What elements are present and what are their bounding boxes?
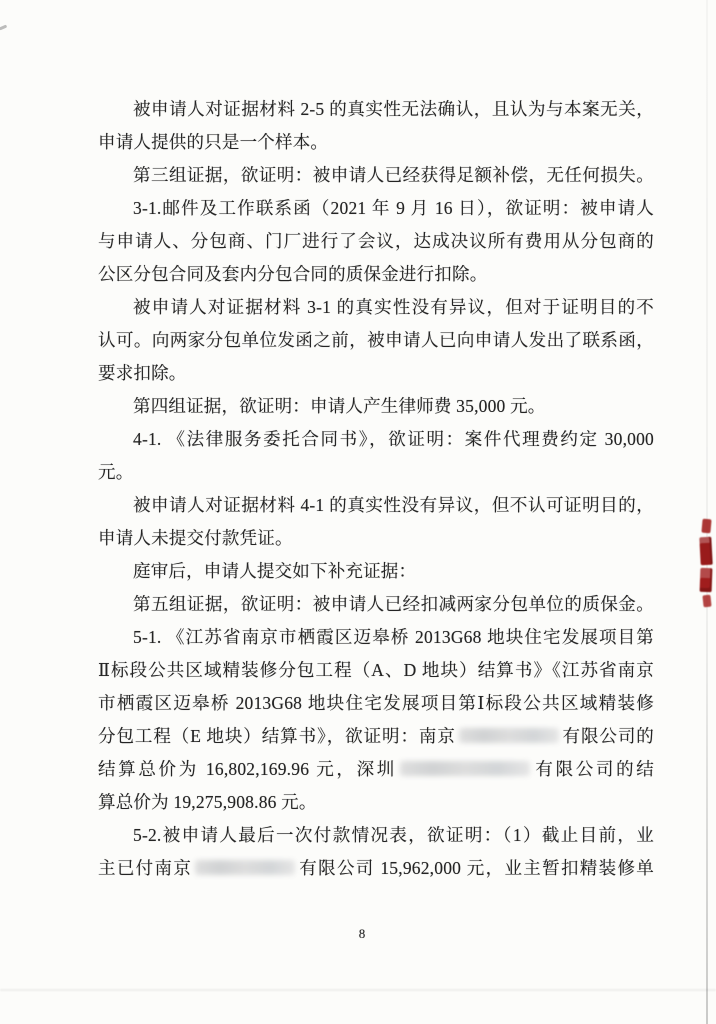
redacted-company-name <box>459 728 559 743</box>
doc-line-with-redaction <box>98 852 654 885</box>
doc-text: 主已付南京 <box>98 858 193 878</box>
doc-line: 认可。向两家分包单位发函之前，被申请人已向申请人发出了联系函， <box>98 330 654 350</box>
doc-line: 4-1. 《法律服务委托合同书》，欲证明：案件代理费约定 30,000 <box>133 429 654 449</box>
redacted-company-name <box>400 761 530 776</box>
red-stamp-fragment <box>699 537 712 566</box>
doc-line: 算总价为 19,275,908.86 元。 <box>98 792 317 812</box>
document-text-block <box>98 93 654 885</box>
paper-fold-line <box>0 989 716 991</box>
doc-line: 庭审后，申请人提交如下补充证据： <box>133 561 417 581</box>
doc-line: 申请人提供的只是一个样本。 <box>98 132 329 152</box>
doc-line: 市栖霞区迈皋桥 2013G68 地块住宅发展项目第Ⅰ标段公共区域精装修 <box>98 693 654 713</box>
doc-line: 被申请人对证据材料 4-1 的真实性没有异议，但不认可证明目的， <box>133 495 654 515</box>
doc-line-with-redaction <box>98 753 654 786</box>
paper-edge-line <box>706 0 708 1024</box>
doc-line: 与申请人、分包商、门厂进行了会议，达成决议所有费用从分包商的 <box>98 231 654 251</box>
doc-line: 被申请人对证据材料 3-1 的真实性没有异议，但对于证明目的不 <box>133 297 654 317</box>
redacted-company-name <box>195 860 295 875</box>
doc-line-with-redaction <box>98 720 654 753</box>
doc-line: 第三组证据，欲证明：被申请人已经获得足额补偿，无任何损失。 <box>133 165 654 185</box>
red-stamp-fragment <box>701 519 711 534</box>
doc-line: 公区分包合同及套内分包合同的质保金进行扣除。 <box>98 264 488 284</box>
doc-line: 申请人未提交付款凭证。 <box>98 528 293 548</box>
doc-text: 有限公司的结 <box>532 759 654 779</box>
doc-line: 5-1. 《江苏省南京市栖霞区迈皋桥 2013G68 地块住宅发展项目第 <box>133 627 654 647</box>
scan-smudge-mark <box>0 25 7 31</box>
doc-text: 结算总价为 16,802,169.96 元，深圳 <box>98 759 397 779</box>
doc-line: 第四组证据，欲证明：申请人产生律师费 35,000 元。 <box>133 396 546 416</box>
doc-text: 有限公司 15,962,000 元，业主暂扣精装修单 <box>298 858 655 878</box>
red-stamp-fragment <box>702 595 711 608</box>
doc-line: Ⅱ标段公共区域精装修分包工程（A、D 地块）结算书》《江苏省南京 <box>98 660 654 680</box>
doc-text: 有限公司的 <box>561 726 655 746</box>
doc-line: 3-1.邮件及工作联系函（2021 年 9 月 16 日），欲证明：被申请人 <box>133 198 654 218</box>
page-number: 8 <box>358 926 366 941</box>
doc-text: 分包工程（E 地块）结算书》，欲证明：南京 <box>98 726 456 746</box>
doc-line: 被申请人对证据材料 2-5 的真实性无法确认，且认为与本案无关， <box>133 99 654 119</box>
doc-line: 5-2.被申请人最后一次付款情况表，欲证明：（1）截止目前，业 <box>133 825 654 845</box>
doc-line: 要求扣除。 <box>98 363 187 383</box>
doc-line: 第五组证据，欲证明：被申请人已经扣减两家分包单位的质保金。 <box>133 594 654 614</box>
doc-line: 元。 <box>98 462 134 482</box>
red-stamp-fragment <box>700 568 713 592</box>
